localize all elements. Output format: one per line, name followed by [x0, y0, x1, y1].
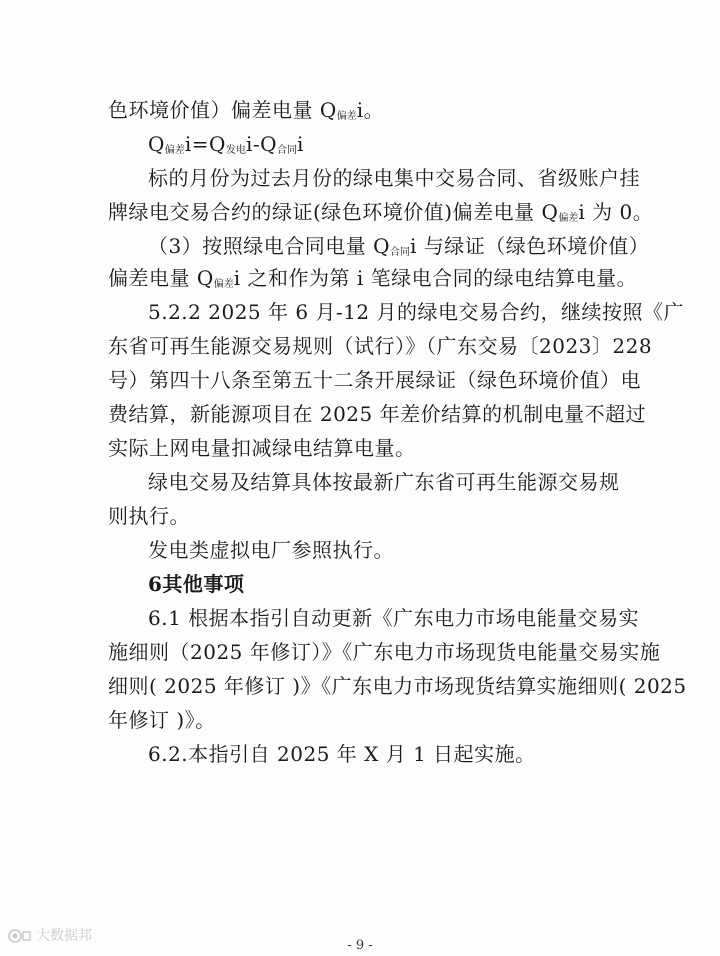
subscript: 偏差	[558, 213, 579, 224]
subscript: 合同	[389, 247, 410, 258]
text-line: 6.1 根据本指引自动更新《广东电力市场电能量交易实	[148, 606, 640, 630]
text-segment: i。	[356, 98, 385, 122]
subscript: 合同	[277, 145, 298, 156]
watermark-text: 大数据邦	[36, 928, 92, 944]
text-line: 细则( 2025 年修订 )》《广东电力市场现货结算实施细则( 2025	[108, 674, 687, 698]
text-line: 施细则（2025 年修订）》《广东电力市场现货电能量交易实施	[108, 640, 661, 664]
subscript: 偏差	[164, 145, 185, 156]
text-line	[108, 264, 638, 299]
text-segment: i=Q	[184, 132, 226, 156]
text-segment: i-Q	[245, 132, 278, 156]
section-heading: 6其他事项	[148, 572, 245, 596]
text-line: 年修订 )》。	[108, 708, 216, 732]
text-line: 实际上网电量扣减绿电结算电量。	[108, 436, 416, 460]
text-line: 则执行。	[108, 504, 190, 528]
text-line: 发电类虚拟电厂参照执行。	[148, 538, 394, 562]
text-segment: i 为 0。	[578, 200, 654, 224]
text-line: 6.2.本指引自 2025 年 X 月 1 日起实施。	[148, 742, 536, 766]
subscript: 偏差	[336, 111, 357, 122]
text-line	[108, 198, 654, 233]
text-segment: 色环境价值）偏差电量 Q	[108, 98, 337, 122]
text-line: 绿电交易及结算具体按最新广东省可再生能源交易规	[148, 470, 620, 494]
text-segment: i 与绿证（绿色环境价值）	[409, 234, 650, 258]
subscript: 发电	[225, 145, 246, 156]
text-segment: 偏差电量 Q	[108, 266, 214, 290]
text-line	[108, 96, 616, 131]
text-segment: （3）按照绿电合同电量 Q	[148, 234, 390, 258]
text-segment: i	[297, 132, 304, 156]
text-line	[148, 232, 650, 267]
subscript: 偏差	[213, 279, 234, 290]
text-line: 东省可再生能源交易规则（试行）》（广东交易〔2023〕228	[108, 334, 653, 358]
text-line: 费结算，新能源项目在 2025 年差价结算的机制电量不超过	[108, 402, 647, 426]
text-segment: Q	[148, 132, 165, 156]
text-line: 标的月份为过去月份的绿电集中交易合同、省级账户挂	[148, 166, 640, 190]
text-line: 号）第四十八条至第五十二条开展绿证（绿色环境价值）电	[108, 368, 641, 392]
text-segment: i 之和作为第 i 笔绿电合同的绿电结算电量。	[233, 266, 638, 290]
page-number: - 9 -	[347, 938, 373, 953]
formula-line	[148, 130, 616, 165]
text-segment: 牌绿电交易合约的绿证(绿色环境价值)偏差电量 Q	[108, 200, 559, 224]
text-line: 5.2.2 2025 年 6 月-12 月的绿电交易合约，继续按照《广	[148, 300, 685, 324]
